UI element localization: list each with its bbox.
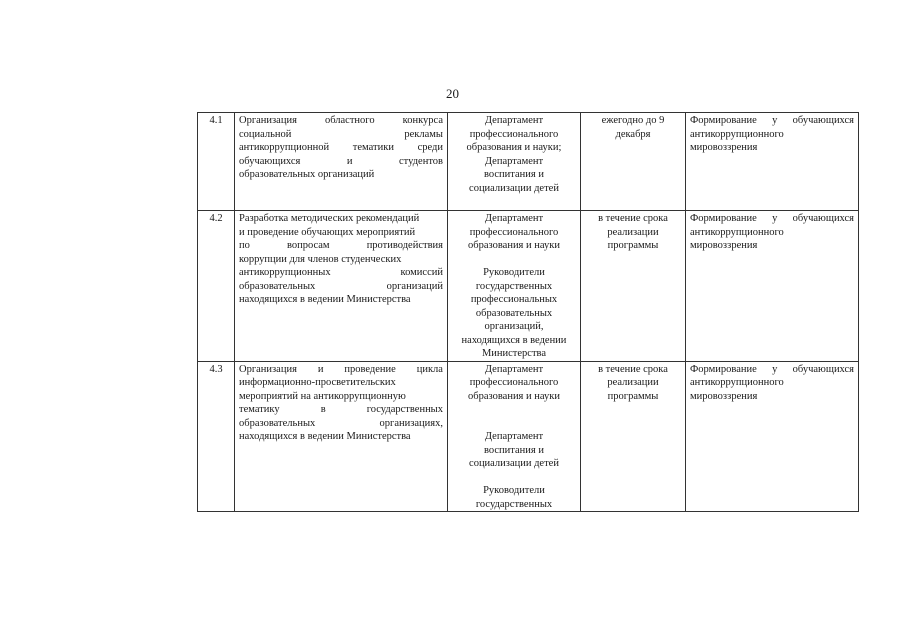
cell-line: [239, 155, 443, 169]
cell-word: государственных: [366, 404, 443, 415]
cell-line: антикоррупционного: [690, 128, 784, 140]
cell-line: [452, 417, 576, 431]
term-cell: [581, 361, 686, 512]
department-cell: [448, 361, 581, 512]
cell-line: социализации детей: [469, 458, 559, 469]
cell-word: рекламы: [404, 128, 443, 140]
cell-word: конкурса: [402, 115, 443, 126]
cell-line: [239, 141, 443, 155]
cell-line: [239, 128, 443, 142]
cell-word: Организация: [239, 363, 297, 375]
cell-line: образования и науки: [468, 240, 560, 251]
cell-word: студентов: [399, 155, 443, 167]
cell-line: антикоррупционного: [690, 377, 784, 388]
table-body: [198, 113, 859, 512]
result-cell: [686, 361, 859, 512]
cell-line: ежегодно до 9: [601, 115, 665, 126]
cell-line: [690, 363, 854, 377]
cell-word: обучающихся: [239, 155, 301, 167]
cell-word: социальной: [239, 128, 292, 140]
cell-line: Департамент: [484, 155, 544, 167]
cell-word: у: [772, 115, 778, 126]
cell-word: Формирование: [690, 115, 757, 126]
cell-word: цикла: [416, 363, 443, 375]
cell-word: по: [239, 240, 250, 251]
cell-line: Департамент: [484, 431, 544, 442]
cell-line: организаций,: [484, 321, 544, 332]
cell-line: мероприятий на антикоррупционную: [239, 390, 406, 402]
cell-word: обучающихся: [792, 363, 854, 375]
cell-line: коррупции для членов студенческих: [239, 253, 402, 265]
cell-line: находящихся в ведении Министерства: [239, 431, 411, 442]
cell-line: профессионального: [469, 377, 559, 388]
cell-line: в течение срока: [598, 363, 668, 375]
cell-line: реализации: [607, 226, 659, 238]
result-cell: [686, 113, 859, 211]
activity-cell: [235, 211, 448, 362]
table-row: [198, 361, 859, 512]
cell-word: у: [772, 213, 778, 224]
cell-line: государственных: [475, 498, 553, 510]
cell-line: [239, 403, 443, 417]
cell-word: в: [320, 404, 326, 415]
cell-line: образовательных: [475, 307, 553, 319]
cell-word: Формирование: [690, 363, 757, 375]
cell-word: и: [346, 155, 353, 167]
cell-word: обучающихся: [792, 115, 854, 126]
term-cell: [581, 211, 686, 362]
cell-line: Департамент: [484, 363, 544, 375]
cell-line: образовательных организаций: [239, 169, 375, 180]
cell-line: [239, 266, 443, 280]
item-number: 4.3: [198, 361, 235, 512]
cell-line: образования и науки;: [466, 142, 562, 153]
cell-word: противодействия: [366, 240, 443, 251]
cell-line: [239, 239, 443, 253]
cell-line: [690, 212, 854, 226]
department-cell: [448, 113, 581, 211]
cell-line: реализации: [607, 377, 659, 388]
activity-cell: [235, 113, 448, 211]
cell-line: Разработка методических рекомендаций: [239, 213, 420, 224]
cell-line: Руководители: [483, 267, 545, 278]
cell-line: Департамент: [484, 213, 544, 224]
cell-line: находящихся в ведении: [461, 334, 567, 346]
cell-word: и: [317, 363, 324, 375]
cell-word: проведение: [344, 363, 396, 375]
cell-line: [452, 471, 576, 485]
activity-cell: [235, 361, 448, 512]
cell-line: информационно-просветительских: [239, 377, 396, 388]
cell-line: и проведение обучающих мероприятий: [239, 226, 416, 238]
cell-line: государственных: [475, 280, 553, 292]
cell-line: профессиональных: [470, 294, 558, 305]
cell-word: областного: [324, 115, 375, 126]
cell-line: социализации детей: [469, 182, 559, 194]
cell-line: находящихся в ведении Министерства: [239, 294, 411, 305]
page-number: 20: [446, 86, 459, 101]
cell-line: мировоззрения: [690, 390, 758, 402]
cell-line: [239, 114, 443, 128]
term-cell: [581, 113, 686, 211]
cell-word: среди: [417, 142, 443, 153]
item-number: 4.1: [198, 113, 235, 211]
cell-line: антикоррупционного: [690, 226, 784, 238]
cell-word: комиссий: [400, 267, 443, 278]
cell-line: воспитания и: [484, 169, 544, 180]
cell-line: [239, 280, 443, 294]
cell-word: образовательных: [239, 280, 316, 292]
cell-line: [452, 253, 576, 267]
cell-line: воспитания и: [484, 444, 544, 456]
cell-line: мировоззрения: [690, 142, 758, 153]
cell-line: [239, 363, 443, 377]
cell-word: организациях,: [379, 417, 443, 429]
department-cell: [448, 211, 581, 362]
cell-line: Руководители: [483, 485, 545, 496]
cell-line: Министерства: [481, 348, 547, 359]
cell-line: профессионального: [469, 226, 559, 238]
cell-word: Формирование: [690, 213, 757, 224]
cell-word: обучающихся: [792, 213, 854, 224]
cell-word: организаций: [386, 280, 443, 292]
table-row: [198, 211, 859, 362]
measures-table: [197, 112, 859, 512]
cell-word: антикоррупционных: [239, 267, 331, 278]
cell-word: образовательных: [239, 417, 316, 429]
result-cell: [686, 211, 859, 362]
cell-word: тематику: [239, 404, 280, 415]
cell-word: Организация: [239, 115, 297, 126]
cell-line: Департамент: [484, 115, 544, 126]
cell-line: профессионального: [469, 128, 559, 140]
table-row: [198, 113, 859, 211]
cell-line: [690, 114, 854, 128]
cell-word: антикоррупционной: [239, 142, 330, 153]
cell-line: [239, 417, 443, 431]
cell-line: программы: [607, 240, 659, 251]
cell-line: в течение срока: [598, 213, 668, 224]
cell-word: тематики: [352, 142, 394, 153]
cell-line: [452, 403, 576, 417]
item-number: 4.2: [198, 211, 235, 362]
cell-word: у: [772, 363, 778, 375]
cell-line: мировоззрения: [690, 240, 758, 251]
cell-word: вопросам: [286, 240, 330, 251]
cell-line: программы: [607, 390, 659, 402]
cell-line: декабря: [615, 128, 651, 140]
cell-line: образования и науки: [468, 390, 560, 402]
